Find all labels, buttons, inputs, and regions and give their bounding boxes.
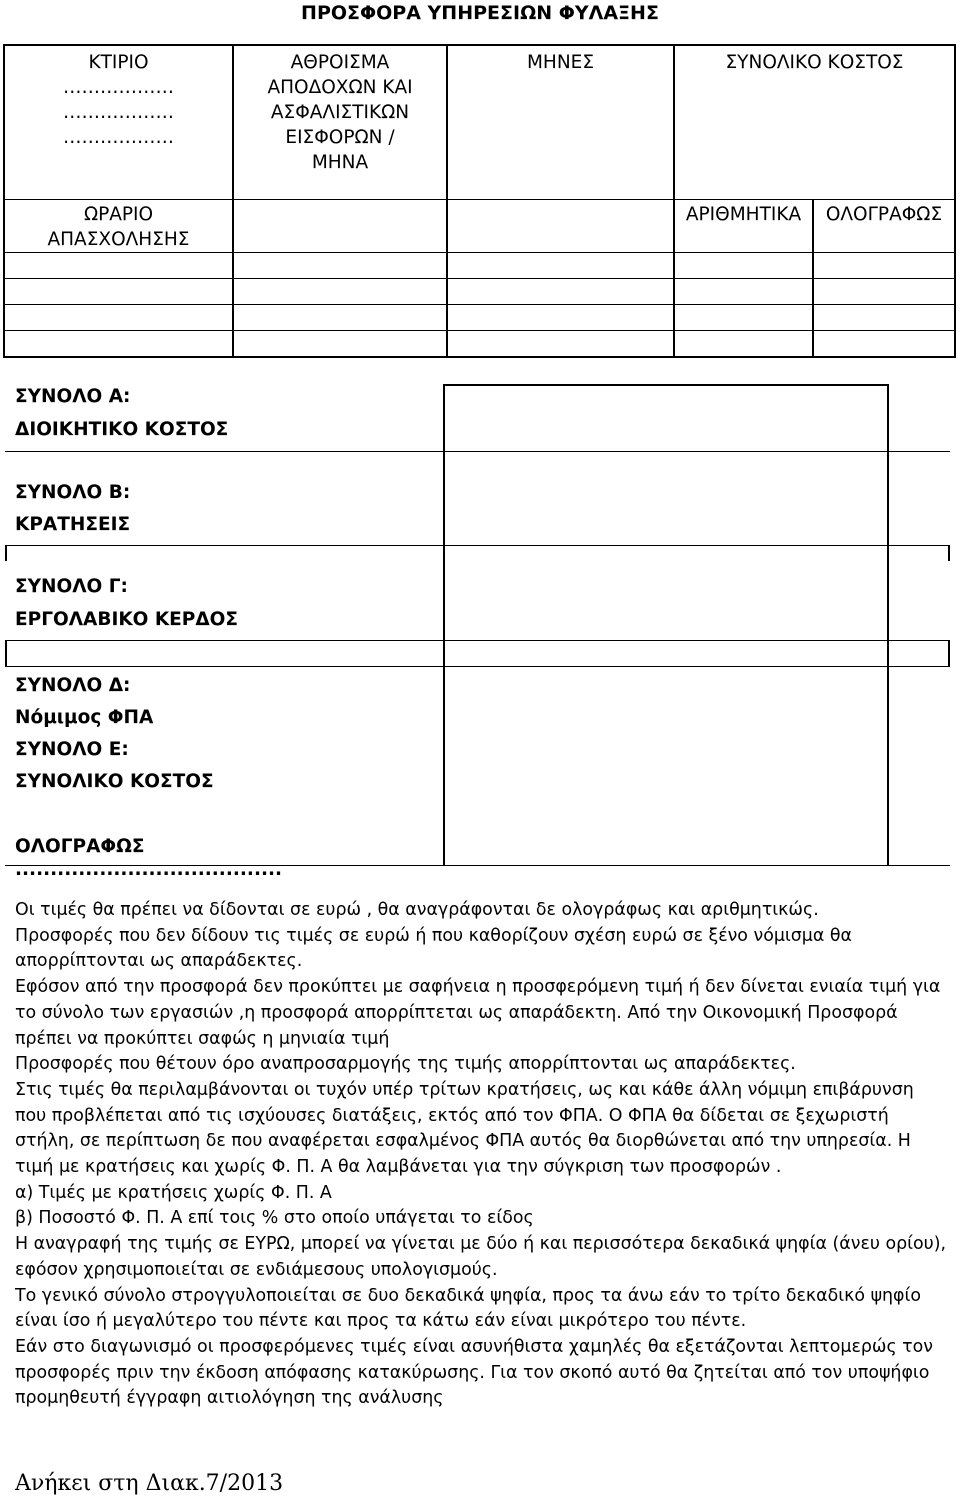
footer-reference: Ανήκει στη Διακ.7/2013	[15, 1471, 284, 1496]
note-paragraph: Οι τιμές θα πρέπει να δίδονται σε ευρώ , θα αναγράφονται δε ολογράφως και αριθμητικώς.	[15, 900, 819, 920]
note-paragraph: Εφόσον από την προσφορά δεν προκύπτει με σαφήνεια η προσφερόμενη τιμή ή δεν δίνεται ενιαία τιμή για το σύνολο των εργασιών ,η προσφορά απορρίπτεται ως απαράδεκτη. Από την Οικονομική Προσφορά πρέπει να προκύπτει σαφώς η μηνιαία τιμή	[15, 977, 941, 1049]
note-paragraph: Προσφορές που θέτουν όρο αναπροσαρμογής της τιμής απορρίπτονται ως απαράδεκτες.	[15, 1054, 796, 1075]
total-d-label: ΣΥΝΟΛΟ Δ:	[15, 675, 131, 696]
total-b-label: ΣΥΝΟΛΟ Β:	[15, 482, 131, 503]
working-hours-header: ΩΡΑΡΙΟ ΑΠΑΣΧΟΛΗΣΗΣ	[47, 204, 190, 250]
in-words-label: ΟΛΟΓΡΑΦΩΣ	[15, 836, 145, 857]
page-title: ΠΡΟΣΦΟΡΑ ΥΠΗΡΕΣΙΩΝ ΦΥΛΑΞΗΣ	[301, 2, 659, 24]
total-d-desc: Νόμιμος ΦΠΑ	[15, 707, 154, 728]
total-b-desc: ΚΡΑΤΗΣΕΙΣ	[15, 514, 131, 535]
salary-sum-header: ΑΘΡΟΙΣΜΑ ΑΠΟΔΟΧΩΝ ΚΑΙ ΑΣΦΑΛΙΣΤΙΚΩΝ ΕΙΣΦΟΡΩΝ / ΜΗΝΑ	[267, 52, 413, 173]
note-paragraph: α) Τιμές με κρατήσεις χωρίς Φ. Π. Α	[15, 1182, 332, 1203]
in-words-dots: ......................................	[15, 859, 283, 880]
note-paragraph: Στις τιμές θα περιλαμβάνονται οι τυχόν υπέρ τρίτων κρατήσεις, ως και κάθε άλλη νόμιμη επιβάρυνση που προβλέπεται από τις ισχύουσες διατάξεις, εκτός από τον ΦΠΑ. Ο ΦΠΑ θα δίδεται σε ξεχωριστή στήλη, σε περίπτωση δε που αναφέρεται εσφαλμένος ΦΠΑ αυτός θα διορθώνεται από την υπηρεσία. Η τιμή με κρατήσεις και χωρίς Φ. Π. Α θα λαμβάνεται για την σύγκριση των προσφορών .	[15, 1079, 914, 1178]
months-header: ΜΗΝΕΣ	[526, 52, 595, 73]
total-e-label: ΣΥΝΟΛΟ Ε:	[15, 739, 129, 760]
total-a-desc: ΔΙΟΙΚΗΤΙΚΟ ΚΟΣΤΟΣ	[15, 419, 229, 440]
note-paragraph: Το γενικό σύνολο στρογγυλοποιείται σε δυο δεκαδικά ψηφία, προς τα άνω εάν το τρίτο δεκαδικό ψηφίο είναι ίσο ή μεγαλύτερο του πέντε και προς τα κάτω εάν είναι μικρότερο του πέντε.	[15, 1285, 922, 1332]
total-cost-header: ΣΥΝΟΛΙΚΟ ΚΟΣΤΟΣ	[725, 52, 904, 73]
note-paragraph: Προσφορές που δεν δίδουν τις τιμές σε ευρώ ή που καθορίζουν σχέση ευρώ σε ξένο νόμισμα θα απορρίπτονται ως απαράδεκτες.	[15, 925, 852, 972]
total-c-label: ΣΥΝΟΛΟ Γ:	[15, 576, 128, 597]
note-paragraph: Η αναγραφή της τιμής σε ΕΥΡΩ, μπορεί να γίνεται με δύο ή και περισσότερα δεκαδικά ψηφία (άνευ ορίου), εφόσον χρησιμοποιείται σε ενδιάμεσους υπολογισμούς.	[15, 1234, 947, 1280]
building-header: ΚΤΙΡΙΟ ……………… ……………… ………………	[63, 52, 174, 148]
total-c-desc: ΕΡΓΟΛΑΒΙΚΟ ΚΕΡΔΟΣ	[15, 609, 239, 630]
offer-notes	[15, 898, 947, 1412]
note-paragraph: β) Ποσοστό Φ. Π. Α επί τοις % στο οποίο υπάγεται το είδος	[15, 1208, 534, 1229]
numeric-header: ΑΡΙΘΜΗΤΙΚΑ	[685, 204, 802, 225]
total-a-label: ΣΥΝΟΛΟ Α:	[15, 386, 131, 407]
total-e-desc: ΣΥΝΟΛΙΚΟ ΚΟΣΤΟΣ	[15, 771, 214, 792]
in-words-header: ΟΛΟΓΡΑΦΩΣ	[825, 204, 943, 225]
note-paragraph: Εάν στο διαγωνισμό οι προσφερόμενες τιμές είναι ασυνήθιστα χαμηλές θα εξετάζονται λεπτομερώς τον προσφορές πριν την έκδοση απόφασης κατακύρωσης. Για τον σκοπό αυτό θα ζητείται από τον υποψήφιο προμηθευτή έγγραφη αιτιολόγηση της ανάλυσης	[15, 1336, 934, 1409]
